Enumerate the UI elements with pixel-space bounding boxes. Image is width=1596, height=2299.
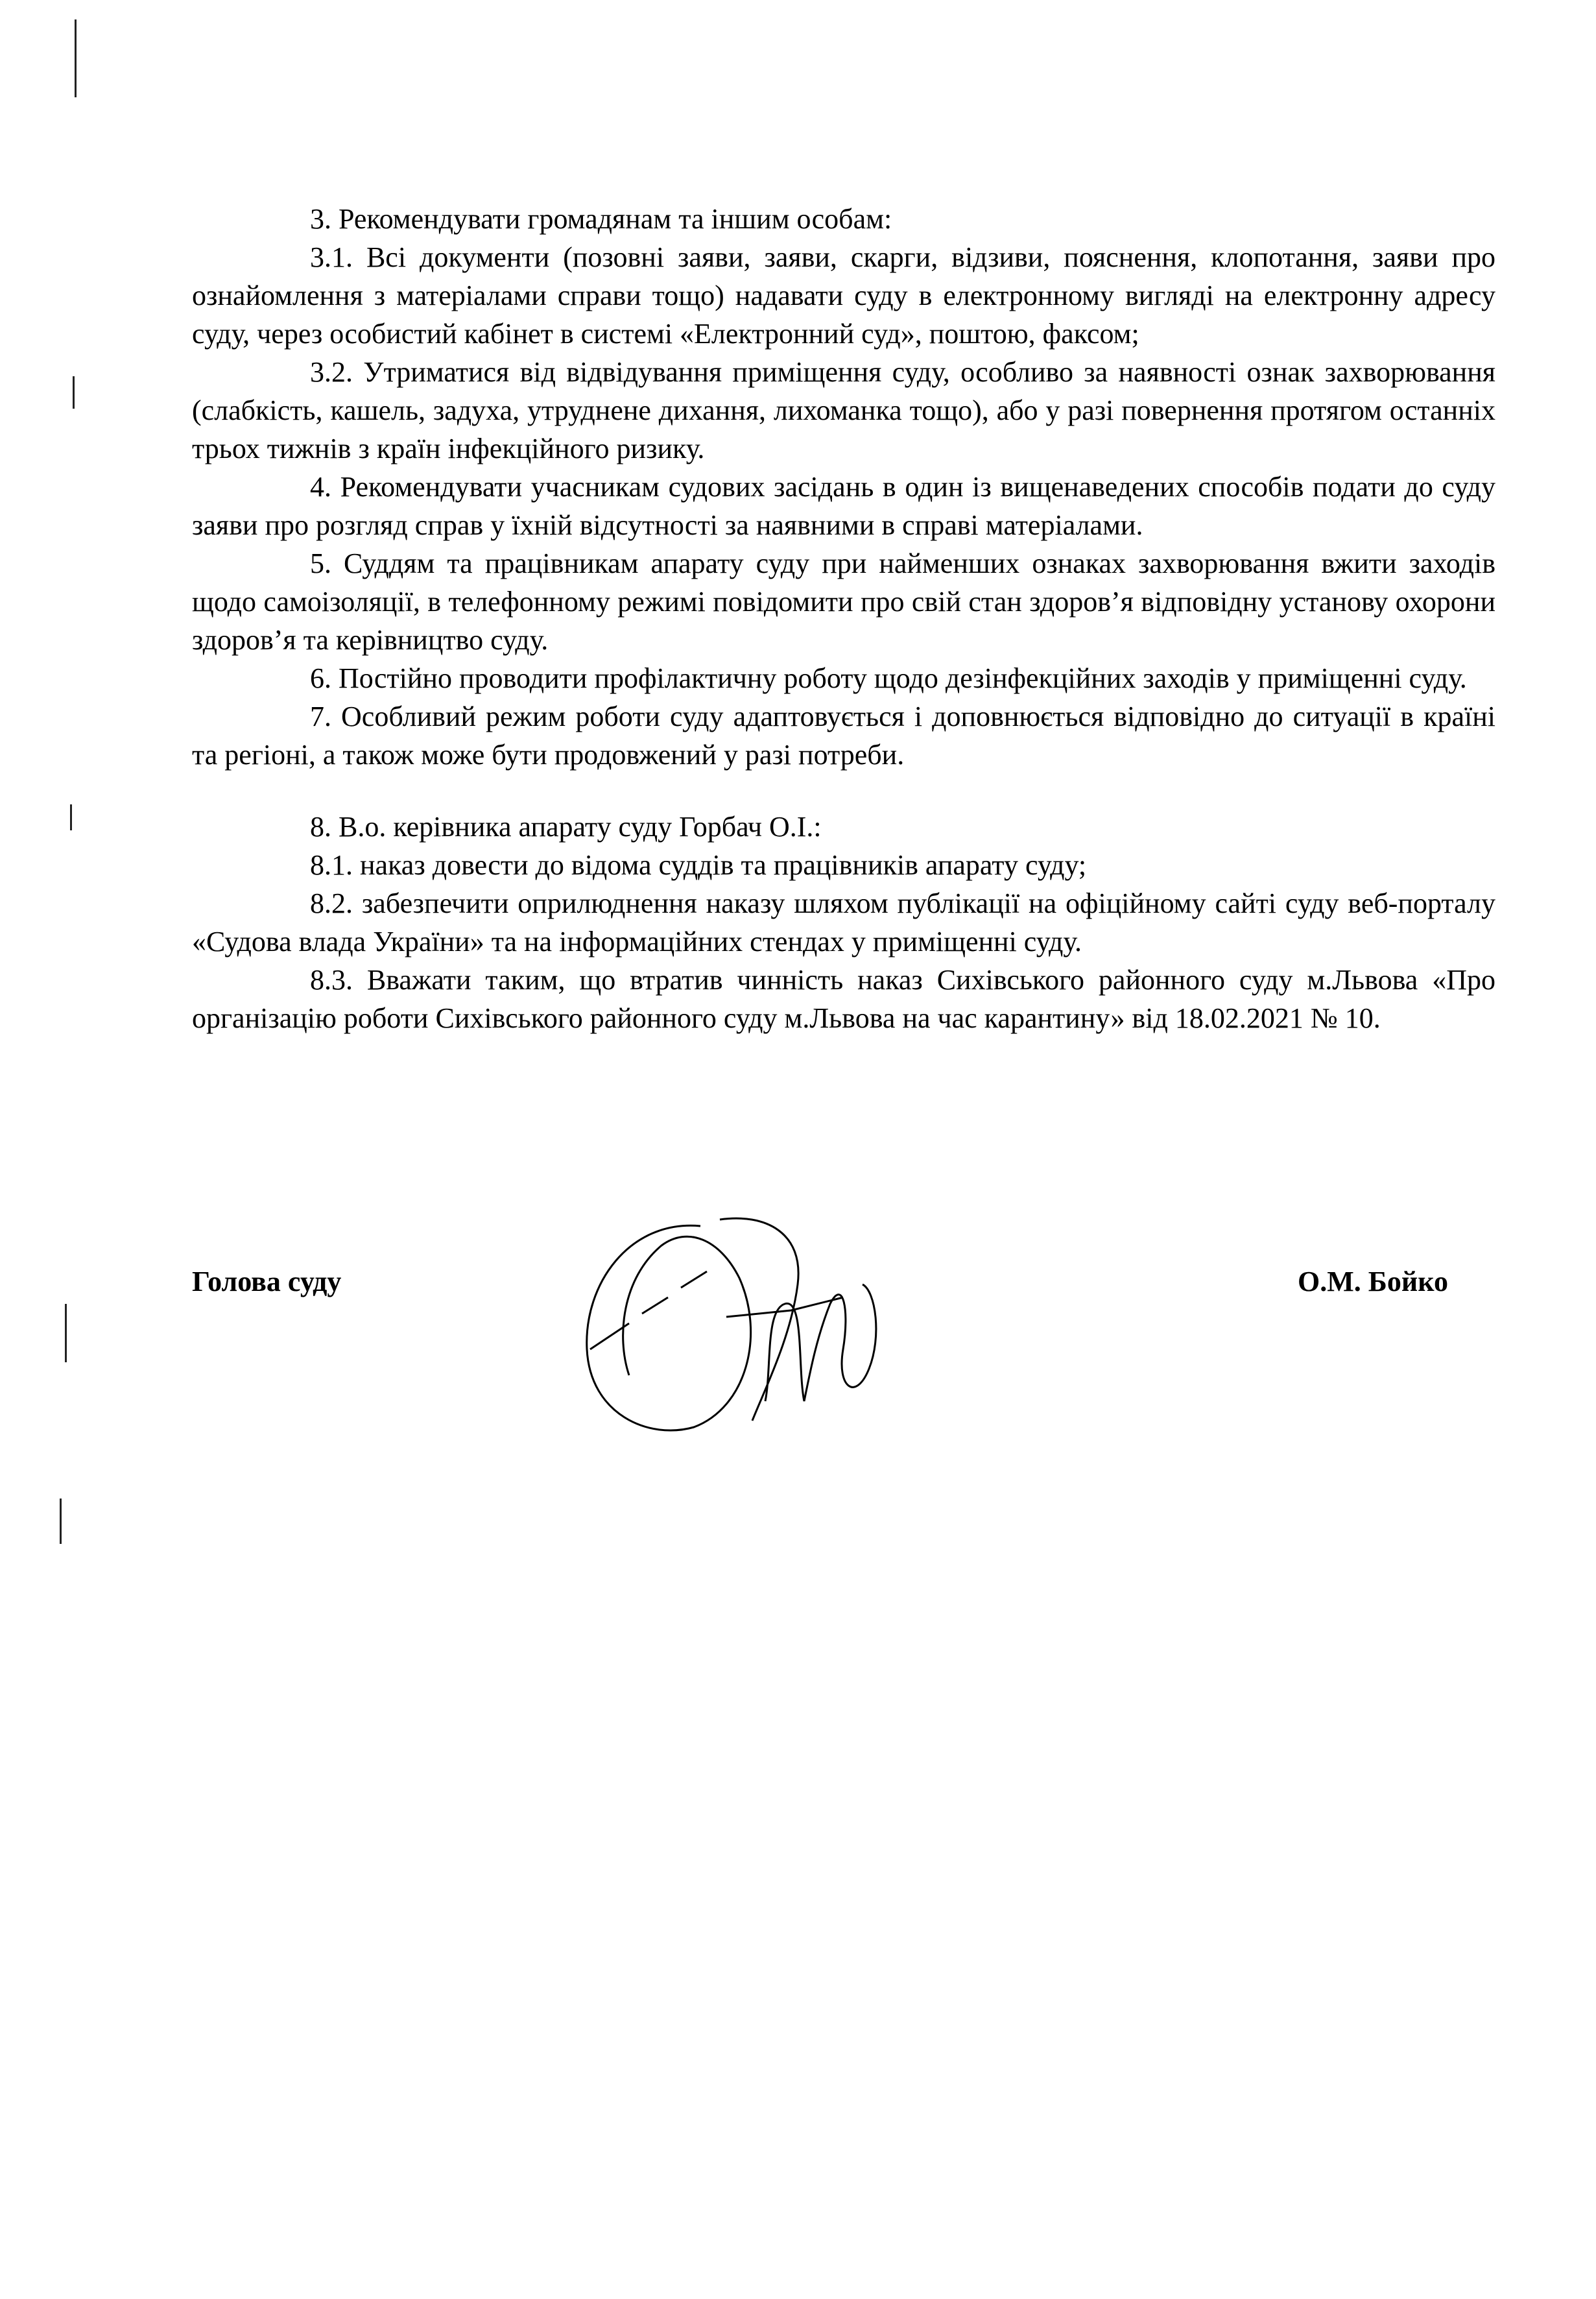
paragraph-8-3: 8.3. Вважати таким, що втратив чинність наказ Сихівського районного суду м.Львова «Про організацію роботи Сихівського районного суду м.Львова на час карантину» від 18.02.2021 № 10. xyxy=(192,964,1495,1034)
paragraph-8-2: 8.2. забезпечити оприлюднення наказу шляхом публікації на офіційному сайті суду веб-порталу «Судова влада України» та на інформаційних стендах у приміщенні суду. xyxy=(192,887,1495,957)
paragraph-3-1: 3.1. Всі документи (позовні заяви, заяви, скарги, відзиви, пояснення, клопотання, заяви про ознайомлення з матеріалами справи тощо) надавати суду в електронному вигляді на електронну адресу суду, через особистий кабінет в системі «Електронний суд», поштою, факсом; xyxy=(192,241,1495,350)
paragraph-8: 8. В.о. керівника апарату суду Горбач О.І.: xyxy=(310,811,822,843)
scan-mark xyxy=(60,1499,62,1544)
paragraph-3: 3. Рекомендувати громадянам та іншим особам: xyxy=(310,203,892,235)
paragraph-8-1: 8.1. наказ довести до відома суддів та працівників апарату суду; xyxy=(310,849,1087,881)
handwritten-signature xyxy=(571,1207,934,1447)
document-body xyxy=(192,200,1495,1037)
paragraph-6: 6. Постійно проводити профілактичну роботу щодо дезінфекційних заходів у приміщенні суду. xyxy=(310,662,1467,694)
signatory-name: О.М. Бойко xyxy=(1298,1266,1448,1297)
scan-mark xyxy=(70,804,72,830)
paragraph-7: 7. Особливий режим роботи суду адаптовується і доповнюється відповідно до ситуації в країні та регіоні, а також може бути продовжений у разі потреби. xyxy=(192,701,1495,771)
scan-mark xyxy=(65,1304,67,1362)
scan-mark xyxy=(75,19,77,97)
paragraph-5: 5. Суддям та працівникам апарату суду при найменших ознаках захворювання вжити заходів щодо самоізоляції, в телефонному режимі повідомити про свій стан здоров’я відповідну установу охорони здоров’я та керівництво суду. xyxy=(192,548,1495,656)
paragraph-4: 4. Рекомендувати учасникам судових засідань в один із вищенаведених способів подати до суду заяви про розгляд справ у їхній відсутності за наявними в справі матеріалами. xyxy=(192,471,1495,541)
paragraph-3-2: 3.2. Утриматися від відвідування приміщення суду, особливо за наявності ознак захворювання (слабкість, кашель, задуха, утруднене дихання, лихоманка тощо), або у разі повернення протягом останніх трьох тижнів з країн інфекційного ризику. xyxy=(192,356,1495,464)
signatory-title: Голова суду xyxy=(192,1266,342,1297)
scan-mark xyxy=(73,376,75,409)
